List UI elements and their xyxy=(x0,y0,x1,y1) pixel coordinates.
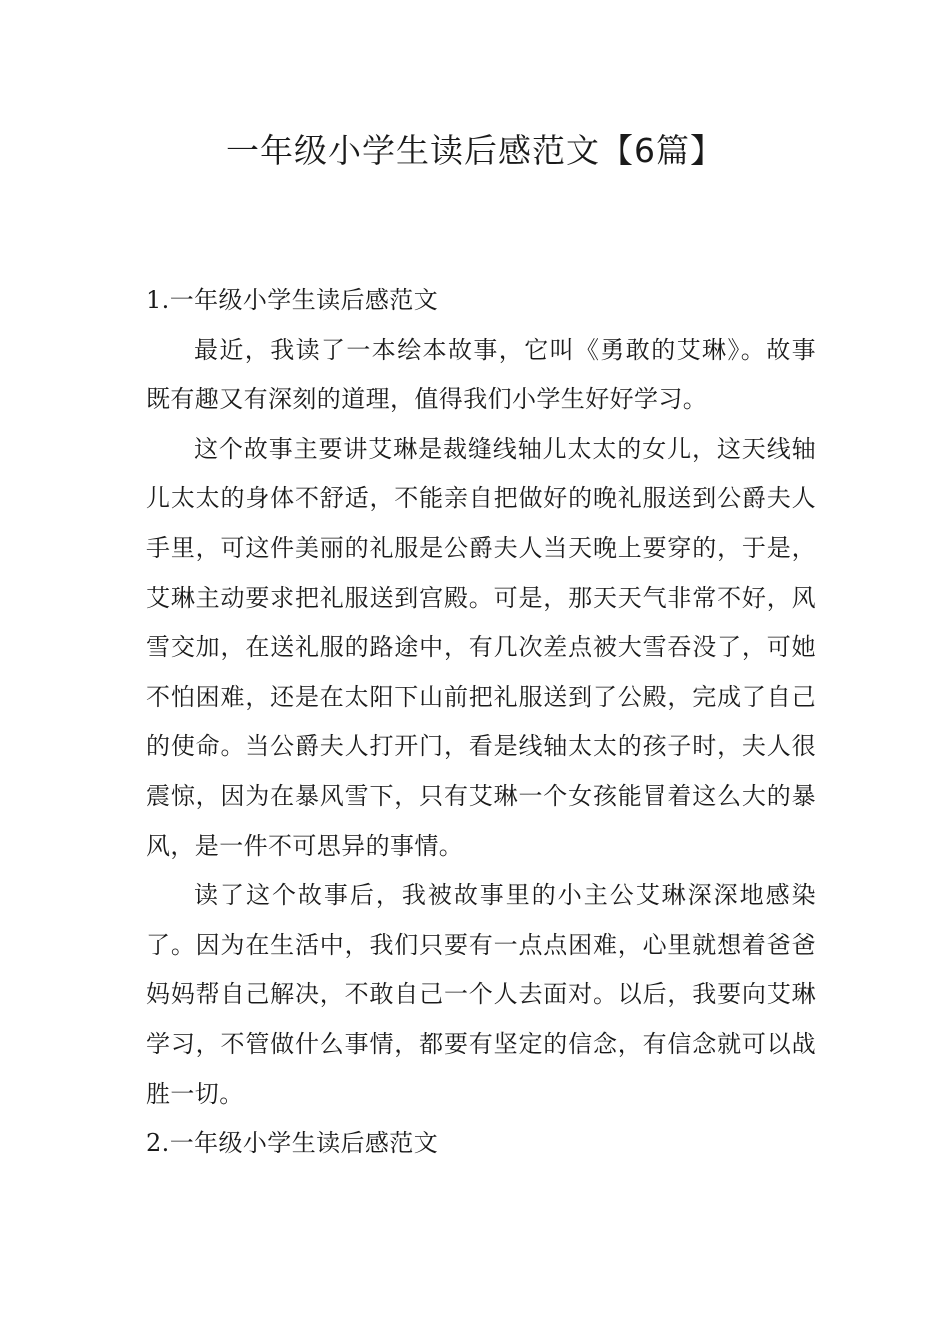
section-heading-2: 2.一年级小学生读后感范文 xyxy=(146,1129,439,1158)
section-heading-1: 1.一年级小学生读后感范文 xyxy=(146,286,439,314)
paragraph-2: 这个故事主要讲艾琳是裁缝线轴儿太太的女儿，这天线轴儿太太的身体不舒适，不能亲自把做好的晚礼服送到公爵夫人手里，可这件美丽的礼服是公爵夫人当天晚上要穿的，于是，艾琳主动要求把礼服送到宫殿。可是，那天天气非常不好，风雪交加，在送礼服的路途中，有几次差点被大雪吞没了，可她不怕困难，还是在太阳下山前把礼服送到了公殿，完成了自己的使命。当公爵夫人打开门，看是线轴太太的孩子时，夫人很震惊，因为在暴风雪下，只有艾琳一个女孩能冒着这么大的暴风，是一件不可思异的事情。 xyxy=(146,434,816,860)
paragraph-1: 最近，我读了一本绘本故事，它叫《勇敢的艾琳》。故事既有趣又有深刻的道理，值得我们小学生好好学习。 xyxy=(146,335,816,414)
document-body xyxy=(146,276,816,1169)
document-title: 一年级小学生读后感范文【6篇】 xyxy=(226,131,724,170)
paragraph-3: 读了这个故事后，我被故事里的小主公艾琳深深地感染了。因为在生活中，我们只要有一点点困难，心里就想着爸爸妈妈帮自己解决，不敢自己一个人去面对。以后，我要向艾琳学习，不管做什么事情，都要有坚定的信念，有信念就可以战胜一切。 xyxy=(146,881,816,1108)
